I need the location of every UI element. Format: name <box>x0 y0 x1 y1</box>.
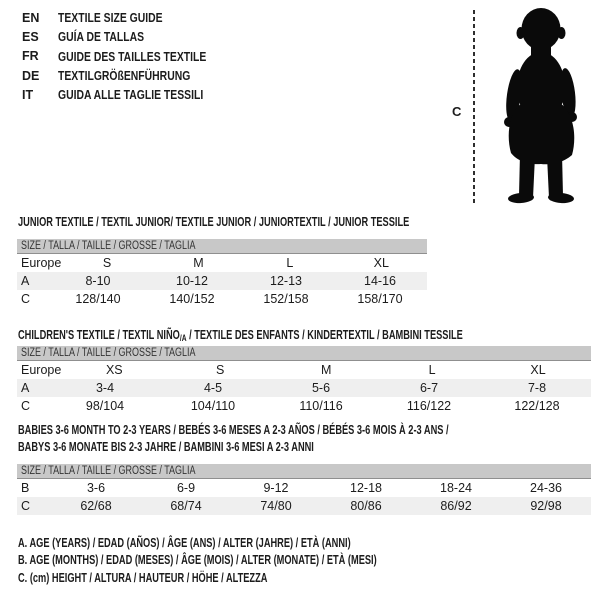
children-size-table <box>17 346 591 415</box>
table-cell: S <box>102 256 112 270</box>
babies-table-body <box>17 479 591 515</box>
size-header-bar <box>17 239 427 254</box>
language-code: IT <box>22 87 34 102</box>
language-row <box>22 66 243 85</box>
table-cell: 14-16 <box>364 274 396 288</box>
language-header <box>22 8 243 104</box>
table-cell: XL <box>373 256 389 270</box>
language-title: GUIDA ALLE TAGLIE TESSILI <box>58 87 204 103</box>
footnote-b: B. AGE (MONTHS) / EDAD (MESES) / ÂGE (MOIS) / ALTER (MONATE) / ETÀ (MESI) <box>18 553 377 568</box>
row-label: Europe <box>21 363 62 377</box>
junior-table-body <box>17 254 427 308</box>
table-cell: XL <box>530 363 546 377</box>
table-row <box>17 272 427 290</box>
table-row <box>17 479 591 497</box>
language-title: GUIDE DES TAILLES TEXTILE <box>58 48 207 64</box>
footnotes <box>18 535 503 587</box>
row-label: C <box>21 499 31 513</box>
language-title: TEXTILGRÖßENFÜHRUNG <box>58 68 191 84</box>
language-row <box>22 85 243 104</box>
table-cell: 122/128 <box>514 399 560 413</box>
table-cell: 24-36 <box>530 481 562 495</box>
table-cell: 62/68 <box>80 499 112 513</box>
table-cell: 74/80 <box>260 499 292 513</box>
table-cell: 152/158 <box>263 292 309 306</box>
language-code: ES <box>22 29 39 44</box>
children-title-sub: /A <box>179 333 187 343</box>
table-cell: 6-7 <box>419 381 439 395</box>
language-title: TEXTILE SIZE GUIDE <box>58 10 163 26</box>
table-cell: 86/92 <box>440 499 472 513</box>
row-label: A <box>21 274 30 288</box>
table-cell: 9-12 <box>263 481 289 495</box>
table-cell: 92/98 <box>530 499 562 513</box>
row-label: B <box>21 481 30 495</box>
table-cell: 116/122 <box>406 399 452 413</box>
table-cell: 140/152 <box>169 292 215 306</box>
height-marker-label: C <box>452 104 462 119</box>
junior-size-table <box>17 239 427 308</box>
language-row <box>22 47 243 66</box>
table-row <box>17 254 427 272</box>
table-cell: L <box>286 256 294 270</box>
table-cell: 12-13 <box>270 274 302 288</box>
row-label: A <box>21 381 30 395</box>
table-cell: 158/170 <box>357 292 403 306</box>
row-label: C <box>21 292 31 306</box>
table-cell: 68/74 <box>170 499 202 513</box>
language-row <box>22 27 243 46</box>
table-row <box>17 397 591 415</box>
children-section-title <box>18 328 463 343</box>
table-row <box>17 290 427 308</box>
children-table-body <box>17 361 591 415</box>
table-cell: 4-5 <box>203 381 223 395</box>
table-cell: L <box>428 363 436 377</box>
footnote-c: C. (cm) HEIGHT / ALTURA / HAUTEUR / HÖHE / ALTEZZA <box>18 570 268 585</box>
footnote-a: A. AGE (YEARS) / EDAD (AÑOS) / ÂGE (ANS) / ALTER (JAHRE) / ETÀ (ANNI) <box>18 536 351 550</box>
size-header-bar <box>17 346 591 361</box>
table-cell: 8-10 <box>85 274 111 288</box>
table-row <box>17 361 591 379</box>
table-cell: M <box>193 256 204 270</box>
table-cell: 12-18 <box>350 481 382 495</box>
table-row <box>17 497 591 515</box>
table-cell: 5-6 <box>311 381 331 395</box>
size-header-label: SIZE / TALLA / TAILLE / GRÖSSE / TAGLIA <box>21 465 196 477</box>
size-header-label: SIZE / TALLA / TAILLE / GRÖSSE / TAGLIA <box>21 240 196 252</box>
language-row <box>22 8 243 27</box>
table-cell: 3-6 <box>86 481 106 495</box>
table-cell: 7-8 <box>527 381 547 395</box>
table-cell: 110/116 <box>299 399 343 413</box>
table-cell: 18-24 <box>440 481 472 495</box>
baby-silhouette <box>484 4 596 206</box>
table-cell: 98/104 <box>85 399 125 413</box>
language-code: DE <box>22 68 40 83</box>
height-dashed-line <box>473 10 475 204</box>
babies-section-title <box>18 422 449 456</box>
table-row <box>17 379 591 397</box>
table-cell: 128/140 <box>75 292 121 306</box>
language-code: FR <box>22 49 39 64</box>
table-cell: S <box>216 363 225 377</box>
babies-size-table <box>17 464 591 515</box>
table-cell: M <box>320 363 332 377</box>
babies-title-line1: BABIES 3-6 MONTH TO 2-3 YEARS / BEBÉS 3-6 MESES A 2-3 AÑOS / BÉBÉS 3-6 MOIS À 2-3 ANS / <box>18 423 449 437</box>
size-header-label: SIZE / TALLA / TAILLE / GRÖSSE / TAGLIA <box>21 347 196 359</box>
table-cell: 3-4 <box>95 381 115 395</box>
table-cell: 6-9 <box>176 481 196 495</box>
language-title: GUÍA DE TALLAS <box>58 29 145 45</box>
language-code: EN <box>22 10 40 25</box>
babies-title-line2: BABYS 3-6 MONATE BIS 2-3 JAHRE / BAMBINI 3-6 MESI A 2-3 ANNI <box>18 440 314 454</box>
children-title-pre: CHILDREN'S TEXTILE / TEXTIL NIÑO <box>18 328 180 342</box>
table-cell: 104/110 <box>190 399 236 413</box>
table-cell: 10-12 <box>176 274 208 288</box>
row-label: Europe <box>21 256 62 270</box>
table-cell: 80/86 <box>350 499 382 513</box>
junior-section-title: JUNIOR TEXTILE / TEXTIL JUNIOR/ TEXTILE JUNIOR / JUNIORTEXTIL / JUNIOR TESSILE <box>18 215 410 229</box>
size-header-bar <box>17 464 591 479</box>
row-label: C <box>21 399 31 413</box>
table-cell: XS <box>105 363 123 377</box>
children-title-post: / TEXTILE DES ENFANTS / KINDERTEXTIL / BAMBINI TESSILE <box>186 328 463 342</box>
